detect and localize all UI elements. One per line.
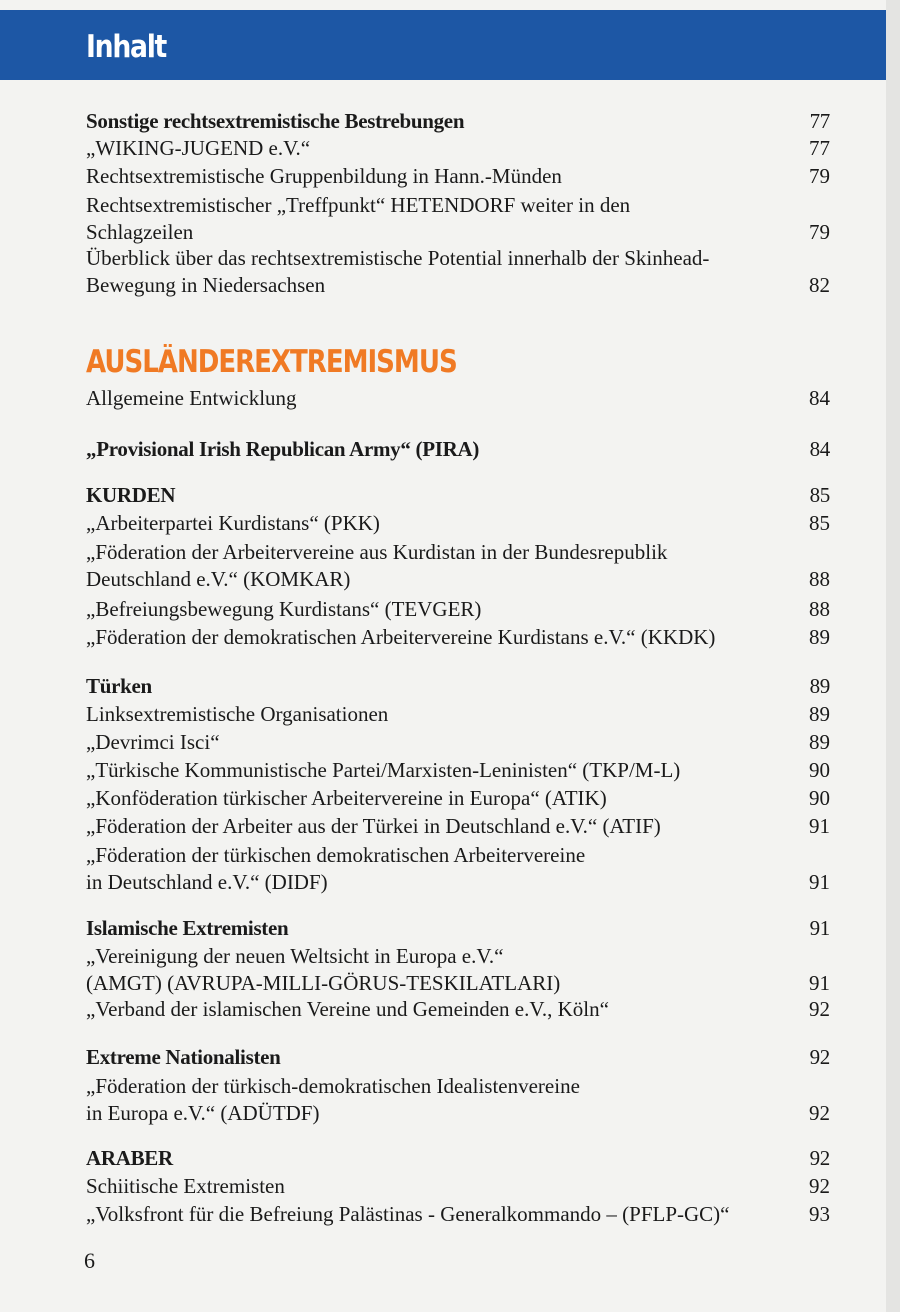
- toc-entry-page: 88: [809, 597, 830, 621]
- toc-entry-title-line: Allgemeine Entwicklung: [86, 386, 297, 410]
- toc-entry-title-line: „Föderation der Arbeitervereine aus Kurdistan in der Bundesrepublik: [86, 540, 668, 564]
- toc-entry-title: [86, 245, 786, 299]
- toc-entry-title-line: Schiitische Extremisten: [86, 1174, 285, 1198]
- toc-entry-title-line: (AMGT) (AVRUPA-MILLI-GÖRUS-TESKILATLARI): [86, 971, 561, 995]
- toc-entry-title-line: „Devrimci Isci“: [86, 730, 220, 754]
- toc-entry-page: 91: [809, 971, 830, 995]
- toc-entry-title: [86, 596, 786, 623]
- toc-entry-title: [86, 842, 786, 896]
- toc-entry-title: [86, 163, 786, 190]
- toc-entry-title-line: „Arbeiterpartei Kurdistans“ (PKK): [86, 511, 380, 535]
- toc-entry-title: [86, 624, 786, 651]
- toc-entry-title-line: Türken: [86, 674, 152, 698]
- toc-entry-title-line: „Föderation der Arbeiter aus der Türkei in Deutschland e.V.“ (ATIF): [86, 814, 661, 838]
- toc-entry-title-line: in Deutschland e.V.“ (DIDF): [86, 870, 328, 894]
- toc-entry-title-line: „Türkische Kommunistische Partei/Marxisten-Leninisten“ (TKP/M-L): [86, 758, 681, 782]
- toc-entry-title: [86, 996, 786, 1023]
- toc-entry-page: 88: [809, 567, 830, 591]
- toc-entry-page: 85: [809, 511, 830, 535]
- toc-entry-title-line: „Volksfront für die Befreiung Palästinas - Generalkommando – (PFLP-GC)“: [86, 1202, 730, 1226]
- toc-entry-title-line: „Föderation der türkisch-demokratischen Idealistenvereine: [86, 1074, 580, 1098]
- toc-entry-title: [86, 135, 786, 162]
- toc-entry-page: 77: [809, 136, 830, 160]
- page-title: Inhalt: [86, 29, 167, 65]
- toc-entry-title: [86, 1145, 786, 1172]
- toc-entry-title-line: „Provisional Irish Republican Army“ (PIRA): [86, 437, 480, 461]
- toc-entry-page: 92: [809, 1045, 830, 1069]
- toc-entry-page: 92: [809, 1146, 830, 1170]
- toc-entry-title: [86, 673, 786, 700]
- toc-entry-title-line: Überblick über das rechtsextremistische Potential innerhalb der Skinhead-: [86, 246, 710, 270]
- toc-entry-page: 91: [809, 916, 830, 940]
- toc-entry-title-line: „Befreiungsbewegung Kurdistans“ (TEVGER): [86, 597, 482, 621]
- toc-entry-title-line: Linksextremistische Organisationen: [86, 702, 389, 726]
- toc-entry-page: 90: [809, 758, 830, 782]
- toc-entry-title-line: Islamische Extremisten: [86, 916, 289, 940]
- toc-entry-title-line: Deutschland e.V.“ (KOMKAR): [86, 567, 351, 591]
- toc-entry-page: 89: [809, 730, 830, 754]
- toc-entry-title: [86, 1201, 786, 1228]
- toc-entry-title-line: Sonstige rechtsextremistische Bestrebungen: [86, 109, 465, 133]
- toc-entry-title: [86, 729, 786, 756]
- toc-entry-title-line: Rechtsextremistische Gruppenbildung in Hann.-Münden: [86, 164, 562, 188]
- toc-entry-page: 79: [809, 164, 830, 188]
- toc-entry-title-line: Schlagzeilen: [86, 220, 194, 244]
- toc-entry-title-line: in Europa e.V.“ (ADÜTDF): [86, 1101, 320, 1125]
- toc-entry-title-line: „Föderation der demokratischen Arbeitervereine Kurdistans e.V.“ (KKDK): [86, 625, 716, 649]
- toc-entry-title: [86, 385, 786, 412]
- toc-entry-page: 92: [809, 997, 830, 1021]
- toc-entry-title: [86, 813, 786, 840]
- toc-entry-title-line: „Vereinigung der neuen Weltsicht in Europa e.V.“: [86, 944, 504, 968]
- toc-entry-page: 92: [809, 1101, 830, 1125]
- toc-entry-title-line: „Föderation der türkischen demokratischen Arbeitervereine: [86, 843, 586, 867]
- toc-entry-title: [86, 192, 786, 246]
- toc-entry-page: 84: [809, 437, 830, 461]
- toc-entry-page: 89: [809, 625, 830, 649]
- toc-entry-page: 82: [809, 273, 830, 297]
- toc-entry-title: [86, 436, 786, 463]
- toc-entry-title: [86, 757, 786, 784]
- toc-entry-title: [86, 915, 786, 942]
- toc-entry-title: [86, 1073, 786, 1127]
- toc-entry-title-line: Extreme Nationalisten: [86, 1045, 281, 1069]
- toc-entry-title-line: „Verband der islamischen Vereine und Gemeinden e.V., Köln“: [86, 997, 609, 1021]
- toc-entry-page: 89: [809, 702, 830, 726]
- toc-entry-title-line: „Konföderation türkischer Arbeitervereine in Europa“ (ATIK): [86, 786, 607, 810]
- page-number: 6: [84, 1248, 95, 1273]
- toc-entry-title-line: Bewegung in Niedersachsen: [86, 273, 326, 297]
- toc-entry-title: [86, 785, 786, 812]
- toc-entry-page: 79: [809, 220, 830, 244]
- toc-entry-page: 91: [809, 814, 830, 838]
- toc-entry-page: 93: [809, 1202, 830, 1226]
- toc-entry-page: 84: [809, 386, 830, 410]
- toc-entry-title: [86, 701, 786, 728]
- toc-entry-title: [86, 539, 786, 593]
- section-heading: AUSLÄNDEREXTREMISMUS: [86, 344, 457, 380]
- toc-entry-title: [86, 1044, 786, 1071]
- toc-entry-title: [86, 482, 786, 509]
- toc-entry-title-line: Rechtsextremistischer „Treffpunkt“ HETENDORF weiter in den: [86, 193, 631, 217]
- toc-entry-title: [86, 943, 786, 997]
- toc-entry-title: [86, 108, 786, 135]
- toc-entry-title-line: KURDEN: [86, 483, 176, 507]
- toc-entry-page: 89: [809, 674, 830, 698]
- toc-entry-page: 85: [809, 483, 830, 507]
- toc-entry-title: [86, 510, 786, 537]
- toc-entry-page: 91: [809, 870, 830, 894]
- toc-entry-title-line: „WIKING-JUGEND e.V.“: [86, 136, 311, 160]
- toc-entry-title-line: ARABER: [86, 1146, 173, 1170]
- toc-entry-page: 77: [809, 109, 830, 133]
- toc-entry-page: 90: [809, 786, 830, 810]
- toc-entry-page: 92: [809, 1174, 830, 1198]
- toc-entry-title: [86, 1173, 786, 1200]
